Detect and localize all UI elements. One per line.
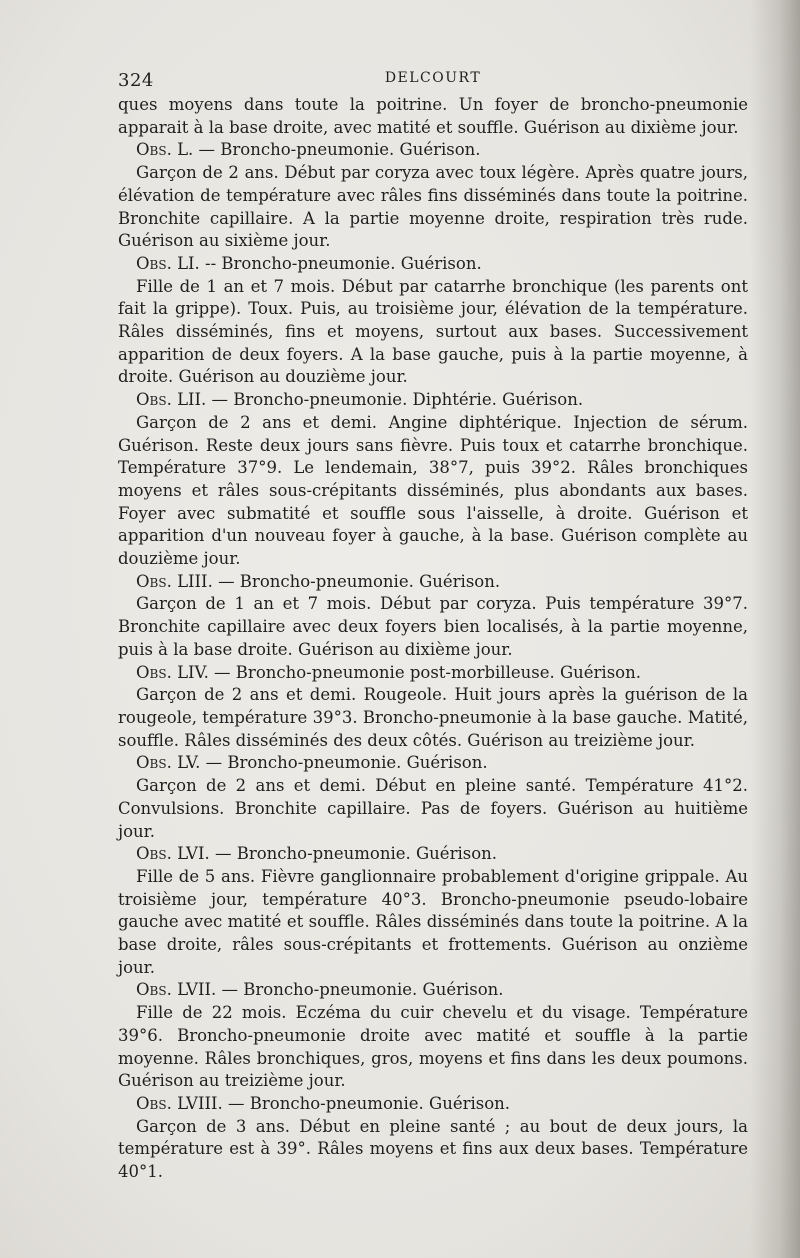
observation-heading: Obs. LV. — Broncho-pneumonie. Guérison. — [136, 753, 488, 773]
observation-heading: Obs. LII. — Broncho-pneumonie. Diphtérie. Guérison. — [136, 390, 584, 410]
paragraph: Garçon de 2 ans. Début par coryza avec toux légère. Après quatre jours, élévation de température avec râles fins disséminés dans toute la poitrine. Bronchite capillaire. A la partie moyenne droite, respiration très rude. Guérison au sixième jour. — [118, 163, 748, 251]
running-title: DELCOURT — [384, 70, 482, 86]
observation-heading: Obs. LIII. — Broncho-pneumonie. Guérison. — [136, 571, 501, 591]
paragraph: Garçon de 2 ans et demi. Rougeole. Huit jours après la guérison de la rougeole, température 39°3. Broncho-pneumonie à la base gauche. Matité, souffle. Râles disséminés des deux côtés. Guérison au treizième jour. — [118, 685, 748, 750]
page-header — [118, 70, 748, 94]
paragraph: Garçon de 1 an et 7 mois. Début par coryza. Puis température 39°7. Bronchite capillaire avec deux foyers bien localisés, à la partie moyenne, puis à la base droite. Guérison au dixième jour. — [118, 594, 748, 659]
body-text — [118, 94, 748, 1184]
observation-heading: Obs. L. — Broncho-pneumonie. Guérison. — [136, 140, 481, 160]
paragraph: Garçon de 2 ans et demi. Angine diphtérique. Injection de sérum. Guérison. Reste deux jours sans fièvre. Puis toux et catarrhe bronchique. Température 37°9. Le lendemain, 38°7, puis 39°2. Râles bronchiques moyens et râles sous-crépitants disséminés, plus abondants aux bases. Foyer avec submatité et souffle sous l'aisselle, à droite. Guérison et apparition d'un nouveau foyer à gauche, à la base. Guérison complète au douzième jour. — [118, 412, 748, 569]
observation-heading: Obs. LIV. — Broncho-pneumonie post-morbilleuse. Guérison. — [136, 662, 641, 682]
observation-heading: Obs. LVIII. — Broncho-pneumonie. Guérison. — [136, 1093, 511, 1113]
page-number: 324 — [118, 70, 154, 91]
observation-heading: Obs. LVI. — Broncho-pneumonie. Guérison. — [136, 844, 498, 864]
paragraph: Fille de 1 an et 7 mois. Début par catarrhe bronchique (les parents ont fait la grippe). Toux. Puis, au troisième jour, élévation de la température. Râles disséminés, fins et moyens, surtout aux bases. Successivement apparition de deux foyers. A la base gauche, puis à la partie moyenne, à droite. Guérison au douzième jour. — [118, 276, 748, 387]
paragraph: ques moyens dans toute la poitrine. Un foyer de broncho-pneumonie apparait à la base droite, avec matité et souffle. Guérison au dixième jour. — [118, 95, 748, 137]
paragraph: Fille de 22 mois. Eczéma du cuir chevelu et du visage. Température 39°6. Broncho-pneumonie droite avec matité et souffle à la partie moyenne. Râles bronchiques, gros, moyens et fins dans les deux poumons. Guérison au treizième jour. — [118, 1003, 748, 1091]
observation-heading: Obs. LVII. — Broncho-pneumonie. Guérison. — [136, 980, 504, 1000]
paragraph: Garçon de 3 ans. Début en pleine santé ; au bout de deux jours, la température est à 39°. Râles moyens et fins aux deux bases. Température 40°1. — [118, 1116, 748, 1182]
page-edge-shadow — [750, 0, 800, 1258]
paragraph: Garçon de 2 ans et demi. Début en pleine santé. Température 41°2. Convulsions. Bronchite capillaire. Pas de foyers. Guérison au huitième jour. — [118, 776, 748, 841]
observation-heading: Obs. LI. -- Broncho-pneumonie. Guérison. — [136, 253, 482, 273]
paragraph: Fille de 5 ans. Fièvre ganglionnaire probablement d'origine grippale. Au troisième jour, température 40°3. Broncho-pneumonie pseudo-lobaire gauche avec matité et souffle. Râles disséminés dans toute la poitrine. A la base droite, râles sous-crépitants et frottements. Guérison au onzième jour. — [118, 866, 748, 977]
